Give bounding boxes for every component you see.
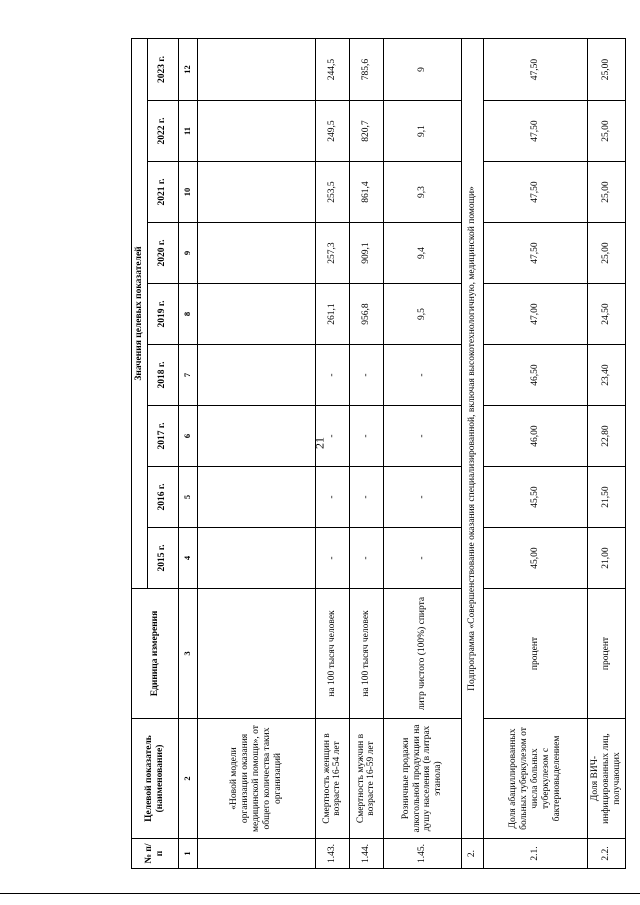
- row-num: 1.45.: [383, 839, 461, 869]
- row-unit: на 100 тысяч человек: [315, 589, 349, 719]
- row-value: 909,1: [349, 223, 383, 284]
- row-value: 9,5: [383, 284, 461, 345]
- row-value: 47,50: [483, 101, 587, 162]
- header-year: 2022 г.: [147, 101, 178, 162]
- row-num: [197, 839, 315, 869]
- row-value: 261,1: [315, 284, 349, 345]
- row-value: [197, 162, 315, 223]
- header-unit: Единица измерения: [132, 589, 179, 719]
- row-value: 25,00: [587, 38, 625, 100]
- header-values-group: Значения целевых показателей: [132, 38, 148, 588]
- row-value: [197, 406, 315, 467]
- header-name: Целевой показатель (наименование): [132, 719, 179, 839]
- table-row: [483, 38, 587, 868]
- column-index: 1: [178, 839, 197, 869]
- row-value: -: [315, 467, 349, 528]
- row-value: 25,00: [587, 223, 625, 284]
- column-index: 12: [178, 38, 197, 100]
- row-value: -: [349, 467, 383, 528]
- row-unit: процент: [587, 589, 625, 719]
- header-row-group: [132, 38, 148, 868]
- row-value: 956,8: [349, 284, 383, 345]
- row-value: [197, 284, 315, 345]
- row-value: 249,5: [315, 101, 349, 162]
- header-year: 2016 г.: [147, 467, 178, 528]
- row-value: 861,4: [349, 162, 383, 223]
- table-row: [587, 38, 625, 868]
- row-value: [197, 101, 315, 162]
- row-value: -: [349, 528, 383, 589]
- row-value: -: [383, 467, 461, 528]
- row-name: Доля абациллированных больных туберкулезом от числа больных туберкулезом с бактериовыделением: [483, 719, 587, 839]
- table-row: [315, 38, 349, 868]
- header-year: 2020 г.: [147, 223, 178, 284]
- header-num: № п/п: [132, 839, 179, 869]
- table-row: [197, 38, 315, 868]
- row-value: -: [349, 406, 383, 467]
- header-year: 2023 г.: [147, 38, 178, 100]
- header-year: 2015 г.: [147, 528, 178, 589]
- column-index: 8: [178, 284, 197, 345]
- header-year: 2021 г.: [147, 162, 178, 223]
- row-value: 47,50: [483, 38, 587, 100]
- column-index: 10: [178, 162, 197, 223]
- header-year: 2019 г.: [147, 284, 178, 345]
- row-unit: литр чистого (100%) спирта: [383, 589, 461, 719]
- rotated-table-container: [131, 39, 621, 869]
- row-value: 244,5: [315, 38, 349, 100]
- row-value: 22,80: [587, 406, 625, 467]
- column-index: 11: [178, 101, 197, 162]
- row-value: 253,5: [315, 162, 349, 223]
- row-value: 25,00: [587, 101, 625, 162]
- row-value: 257,3: [315, 223, 349, 284]
- row-value: 23,40: [587, 345, 625, 406]
- row-value: [197, 345, 315, 406]
- target-indicators-table: [131, 38, 626, 869]
- row-name: Доля ВИЧ-инфицированных лиц, получающих: [587, 719, 625, 839]
- row-value: 9: [383, 38, 461, 100]
- row-value: -: [315, 528, 349, 589]
- subprogram-num: 2.: [461, 839, 483, 869]
- column-index: 4: [178, 528, 197, 589]
- row-value: 21,50: [587, 467, 625, 528]
- row-value: 45,50: [483, 467, 587, 528]
- row-num: 1.43.: [315, 839, 349, 869]
- row-value: -: [315, 345, 349, 406]
- row-value: [197, 38, 315, 100]
- row-value: 47,00: [483, 284, 587, 345]
- row-unit: [197, 589, 315, 719]
- subprogram-row: [461, 38, 483, 868]
- row-value: 24,50: [587, 284, 625, 345]
- column-index: 9: [178, 223, 197, 284]
- row-value: 47,50: [483, 223, 587, 284]
- row-value: [197, 467, 315, 528]
- row-value: -: [383, 528, 461, 589]
- row-unit: процент: [483, 589, 587, 719]
- row-value: [197, 223, 315, 284]
- column-index-row: [178, 38, 197, 868]
- row-value: -: [383, 345, 461, 406]
- table-row: [383, 38, 461, 868]
- row-value: 46,00: [483, 406, 587, 467]
- row-value: -: [349, 345, 383, 406]
- row-name: «Новой модели организации оказания медицинской помощи», от общего количества таких организаций: [197, 719, 315, 839]
- row-value: -: [383, 406, 461, 467]
- column-index: 6: [178, 406, 197, 467]
- row-value: 9,3: [383, 162, 461, 223]
- column-index: 3: [178, 589, 197, 719]
- row-value: 47,50: [483, 162, 587, 223]
- column-index: 2: [178, 719, 197, 839]
- row-name: Смертность мужчин в возрасте 16-59 лет: [349, 719, 383, 839]
- page-number: 21: [312, 437, 327, 449]
- row-num: 2.1.: [483, 839, 587, 869]
- bottom-rule: [0, 893, 640, 894]
- column-index: 5: [178, 467, 197, 528]
- row-name: Розничные продажи алкогольной продукции на душу населения (в литрах этанола): [383, 719, 461, 839]
- row-value: [197, 528, 315, 589]
- row-value: 9,4: [383, 223, 461, 284]
- row-num: 1.44.: [349, 839, 383, 869]
- row-value: 45,00: [483, 528, 587, 589]
- column-index: 7: [178, 345, 197, 406]
- row-num: 2.2.: [587, 839, 625, 869]
- row-value: 25,00: [587, 162, 625, 223]
- header-year: 2017 г.: [147, 406, 178, 467]
- row-value: 820,7: [349, 101, 383, 162]
- row-unit: на 100 тысяч человек: [349, 589, 383, 719]
- row-value: -: [315, 406, 349, 467]
- row-value: 21,00: [587, 528, 625, 589]
- header-year: 2018 г.: [147, 345, 178, 406]
- row-name: Смертность женщин в возрасте 16-54 лет: [315, 719, 349, 839]
- row-value: 9,1: [383, 101, 461, 162]
- table-row: [349, 38, 383, 868]
- row-value: 785,6: [349, 38, 383, 100]
- row-value: 46,50: [483, 345, 587, 406]
- subprogram-title: Подпрограмма «Совершенствование оказания специализированной, включая высокотехнологичную, медицинской помощи»: [461, 38, 483, 838]
